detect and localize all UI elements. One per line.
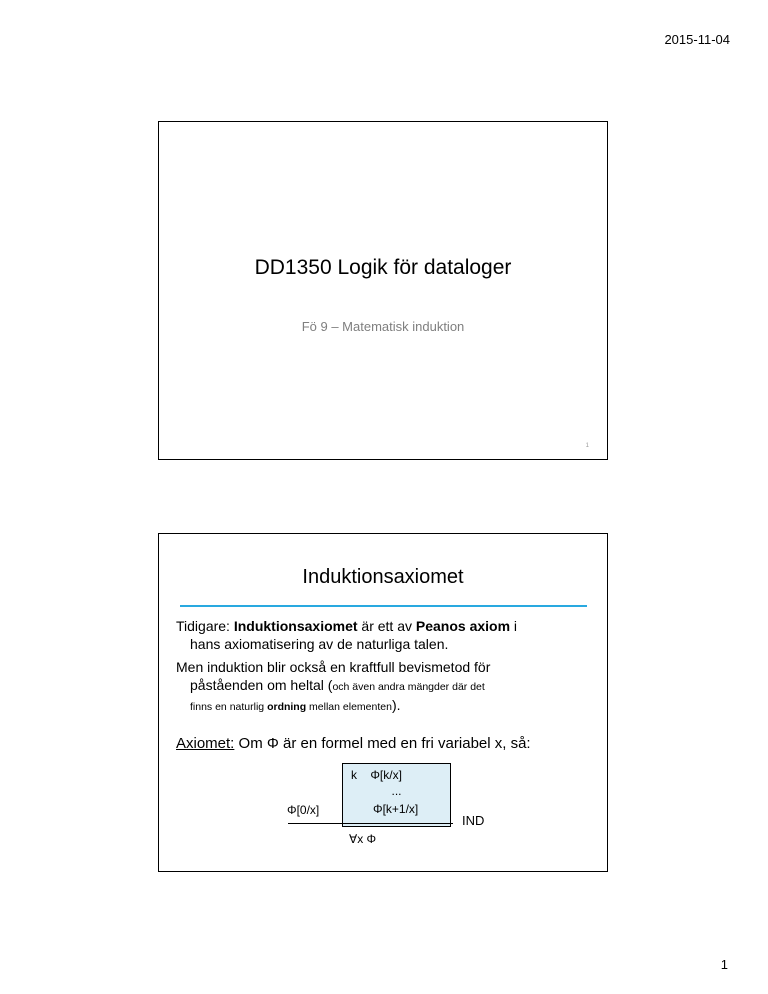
box-line-1: k Φ[k/x] <box>351 768 402 782</box>
slide-subtitle: Fö 9 – Matematisk induktion <box>301 319 465 334</box>
title-underline <box>180 605 587 607</box>
p2-line-3 <box>176 696 596 716</box>
p2-line-3d: ). <box>391 697 401 713</box>
box-line-2: ... <box>391 784 402 798</box>
p2-line-2a: påståenden om heltal ( <box>190 677 333 693</box>
slide-title <box>158 121 608 460</box>
p2-line-2 <box>176 676 596 696</box>
p2-line-3a: finns en naturlig <box>190 701 268 713</box>
p1-bold-induktionsaxiomet: Induktionsaxiomet <box>233 618 358 634</box>
p1-text-1: Tidigare: <box>176 618 234 634</box>
p1-line-2: hans axiomatisering av de naturliga talen. <box>190 636 449 652</box>
box-line-3: Φ[k+1/x] <box>373 802 419 816</box>
rule-conclusion: ∀x Φ <box>349 832 377 846</box>
slide-title-heading: DD1350 Logik för dataloger <box>254 256 512 279</box>
slide-heading: Induktionsaxiomet <box>302 566 464 588</box>
slide-induktionsaxiomet <box>158 533 608 872</box>
slide-number: 1 <box>585 443 589 449</box>
p1-bold-peanos-axiom: Peanos axiom <box>415 618 511 634</box>
induction-hypothesis-box <box>342 763 451 827</box>
paragraph-bevismetod <box>176 658 596 716</box>
rule-premise: Φ[0/x] <box>287 803 320 817</box>
p2-line-2b: och även andra mängder där det <box>332 681 485 693</box>
p2-line-1: Men induktion blir också en kraftfull bevismetod för <box>176 659 491 675</box>
rule-name: IND <box>462 813 485 828</box>
inference-line <box>288 823 453 824</box>
page-number: 1 <box>720 957 728 972</box>
axiomet-text: Om Φ är en formel med en fri variabel x, så: <box>234 735 531 752</box>
axiomet-label: Axiomet: <box>176 735 235 752</box>
p2-line-3c: mellan elementen <box>306 701 392 713</box>
paragraph-peano <box>176 617 596 653</box>
p1-text-3: i <box>510 618 518 634</box>
p2-bold-ordning: ordning <box>267 701 307 713</box>
p1-text-2: är ett av <box>357 618 416 634</box>
paragraph-axiomet <box>176 735 596 753</box>
header-date: 2015-11-04 <box>664 32 730 47</box>
